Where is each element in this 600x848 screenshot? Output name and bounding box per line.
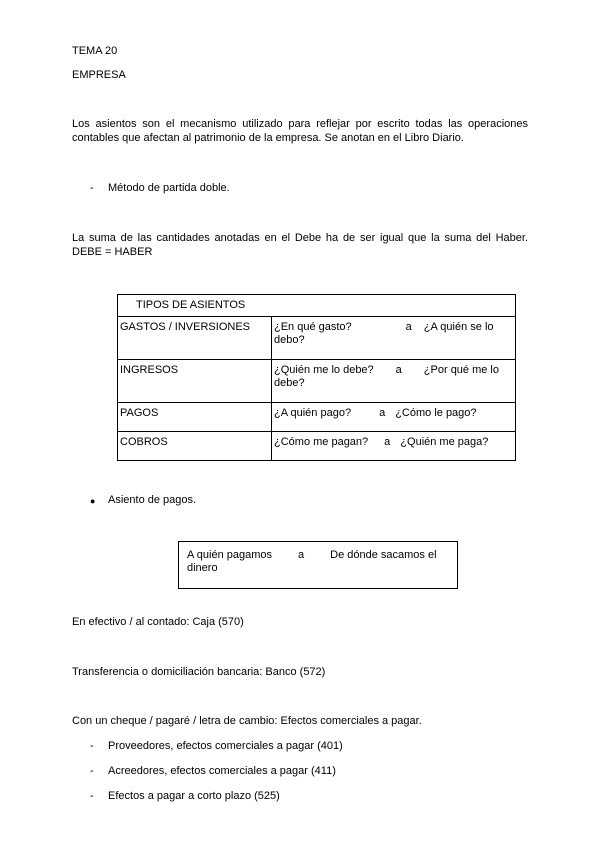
dash-marker: - [90,740,94,752]
question-cell [272,360,516,403]
separator-a: a [379,407,386,419]
sum-rule-line: La suma de las cantidades anotadas en el Debe ha de ser igual que la suma del Haber. [72,232,528,244]
tipos-asientos-table [117,294,516,461]
question-cell [272,432,516,461]
dash-marker: - [90,790,94,802]
table-header-row [118,295,516,317]
table-header: TIPOS DE ASIENTOS [118,295,516,317]
question-1: ¿A quién pago? [274,407,352,419]
separator-a: a [384,436,391,448]
list-item-text: Proveedores, efectos comerciales a pagar (401) [108,740,343,752]
list-item-text: Acreedores, efectos comerciales a pagar (411) [108,765,336,777]
question-1: ¿En qué gasto? [274,321,352,333]
table-row [118,360,516,403]
type-cell: PAGOS [118,403,272,432]
bullet-icon: ● [90,496,96,506]
pagos-box-right: De dónde sacamos el dinero [187,549,437,574]
question-2: ¿Por qué me lo debe? [274,364,499,389]
transferencia-line: Transferencia o domiciliación bancaria: Banco (572) [72,666,326,678]
cheque-line: Con un cheque / pagaré / letra de cambio: Efectos comerciales a pagar. [72,715,422,727]
question-2: ¿A quién se lo debo? [274,321,494,346]
pagos-box-left: A quién pagamos [187,549,273,561]
question-2: ¿Quién me paga? [400,436,489,448]
question-2: ¿Cómo le pago? [395,407,477,419]
question-1: ¿Cómo me pagan? [274,436,369,448]
dash-marker: - [90,765,94,777]
table-row [118,432,516,461]
intro-paragraph: Los asientos son el mecanismo utilizado para reflejar por escrito todas las operaciones contables que afectan al patrimonio de la empresa. Se anotan en el Libro Diario. [72,118,528,144]
type-cell: GASTOS / INVERSIONES [118,317,272,360]
type-cell: INGRESOS [118,360,272,403]
debe-haber-equation: DEBE = HABER [72,246,153,258]
separator-a: a [395,364,402,376]
sum-rule [72,231,528,259]
type-cell: COBROS [118,432,272,461]
question-1: ¿Quién me lo debe? [274,364,374,376]
separator-a: a [298,549,305,561]
pagos-text: Asiento de pagos. [108,494,197,506]
topic-title: EMPRESA [72,69,126,81]
efectivo-line: En efectivo / al contado: Caja (570) [72,616,244,628]
method-text: Método de partida doble. [108,182,230,194]
pagos-box [178,541,458,589]
table-row [118,317,516,360]
question-cell [272,403,516,432]
topic-number: TEMA 20 [72,45,118,57]
separator-a: a [405,321,412,333]
dash-marker: - [90,182,94,194]
list-item-text: Efectos a pagar a corto plazo (525) [108,790,280,802]
table-row [118,403,516,432]
question-cell [272,317,516,360]
